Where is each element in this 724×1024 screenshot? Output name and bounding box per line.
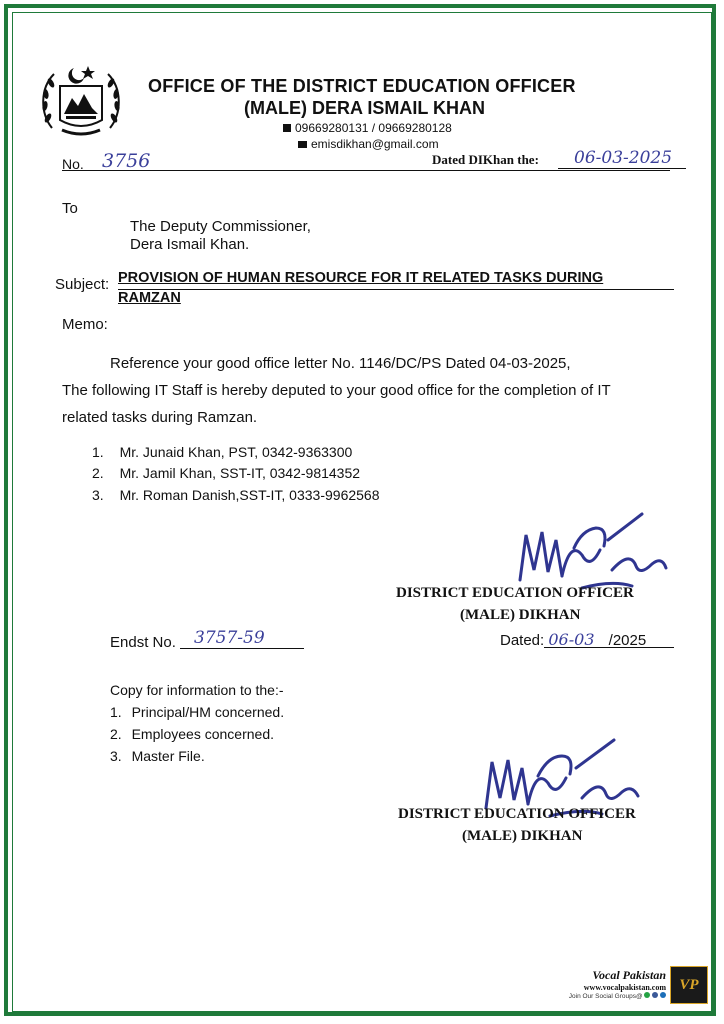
phone-numbers: 09669280131 / 09669280128 bbox=[295, 121, 452, 135]
staff-item-text: Mr. Roman Danish,SST-IT, 0333-9962568 bbox=[119, 487, 380, 503]
subject-label: Subject: bbox=[55, 276, 110, 293]
staff-item-text: Mr. Junaid Khan, PST, 0342-9363300 bbox=[119, 444, 353, 460]
staff-item-number: 3. bbox=[92, 487, 104, 503]
endst-underline bbox=[180, 648, 304, 649]
signatory1-dated-label: Dated: bbox=[500, 632, 545, 649]
staff-item bbox=[92, 444, 352, 460]
watermark-logo-icon bbox=[670, 966, 708, 1004]
copy-item bbox=[110, 726, 274, 742]
whatsapp-icon bbox=[644, 992, 650, 998]
endst-value: 3757-59 bbox=[194, 628, 265, 648]
dated-label: Dated DIKhan the: bbox=[432, 152, 539, 167]
watermark-tagline bbox=[546, 992, 666, 1000]
header-rule bbox=[62, 170, 670, 171]
staff-item-text: Mr. Jamil Khan, SST-IT, 0342-9814352 bbox=[119, 465, 361, 481]
watermark-url: www.vocalpakistan.com bbox=[583, 983, 666, 992]
addressee-line1: The Deputy Commissioner, bbox=[130, 218, 311, 235]
copy-item bbox=[110, 704, 284, 720]
addressee-line2: Dera Ismail Khan. bbox=[130, 236, 250, 253]
subject-line2: RAMZAN bbox=[118, 290, 181, 306]
memo-label: Memo: bbox=[62, 316, 108, 333]
copy-intro: Copy for information to the:- bbox=[110, 682, 284, 698]
body-para2-line1: The following IT Staff is hereby deputed to your good office for the completion of IT bbox=[62, 382, 611, 399]
copy-item bbox=[110, 748, 205, 764]
body-para2-line2: related tasks during Ramzan. bbox=[62, 409, 258, 426]
body-para1: Reference your good office letter No. 1146/DC/PS Dated 04-03-2025, bbox=[110, 355, 571, 372]
kp-government-emblem-icon bbox=[38, 58, 124, 144]
watermark-tagline-text: Join Our Social Groups@ bbox=[568, 993, 643, 1000]
subject-line1: PROVISION OF HUMAN RESOURCE FOR IT RELATED TASKS DURING bbox=[118, 270, 604, 286]
endst-label: Endst No. bbox=[110, 634, 176, 651]
linkedin-icon bbox=[660, 992, 666, 998]
ref-no-value: 3756 bbox=[102, 150, 151, 172]
staff-item-number: 2. bbox=[92, 465, 104, 481]
email-line bbox=[298, 137, 439, 151]
dated-underline bbox=[558, 168, 686, 169]
copy-item-text: Master File. bbox=[131, 748, 205, 764]
copy-item-text: Employees concerned. bbox=[131, 726, 274, 742]
staff-item bbox=[92, 487, 380, 503]
copy-item-text: Principal/HM concerned. bbox=[131, 704, 285, 720]
office-title-line2: (MALE) DERA ISMAIL KHAN bbox=[244, 98, 485, 118]
to-label: To bbox=[62, 200, 78, 217]
watermark-brand: Vocal Pakistan bbox=[592, 968, 666, 982]
email-icon bbox=[298, 141, 307, 148]
staff-item-number: 1. bbox=[92, 444, 104, 460]
signatory1-dated-underline bbox=[544, 647, 674, 648]
staff-item bbox=[92, 465, 360, 481]
office-title-line1: OFFICE OF THE DISTRICT EDUCATION OFFICER bbox=[148, 76, 576, 96]
copy-item-number: 2. bbox=[110, 726, 122, 742]
signatory2-district: (MALE) DIKHAN bbox=[462, 828, 583, 844]
facebook-icon bbox=[652, 992, 658, 998]
copy-item-number: 1. bbox=[110, 704, 122, 720]
signatory1-dated-year: /2025 bbox=[608, 632, 647, 649]
signatory1-dated-value: 06-03 bbox=[548, 630, 595, 649]
subject-underline bbox=[118, 289, 674, 290]
watermark-text-block bbox=[546, 968, 666, 1000]
signatory1-district: (MALE) DIKHAN bbox=[460, 607, 581, 623]
watermark-logo-text: VP bbox=[679, 977, 699, 993]
ref-no-label: No. bbox=[62, 156, 84, 172]
signatory1-title: DISTRICT EDUCATION OFFICER bbox=[396, 585, 634, 601]
phone-icon bbox=[283, 124, 291, 132]
signatory2-title: DISTRICT EDUCATION OFFICER bbox=[398, 806, 636, 822]
email-address: emisdikhan@gmail.com bbox=[311, 137, 439, 151]
copy-item-number: 3. bbox=[110, 748, 122, 764]
phone-line bbox=[283, 121, 452, 135]
dated-value: 06-03-2025 bbox=[574, 148, 673, 168]
